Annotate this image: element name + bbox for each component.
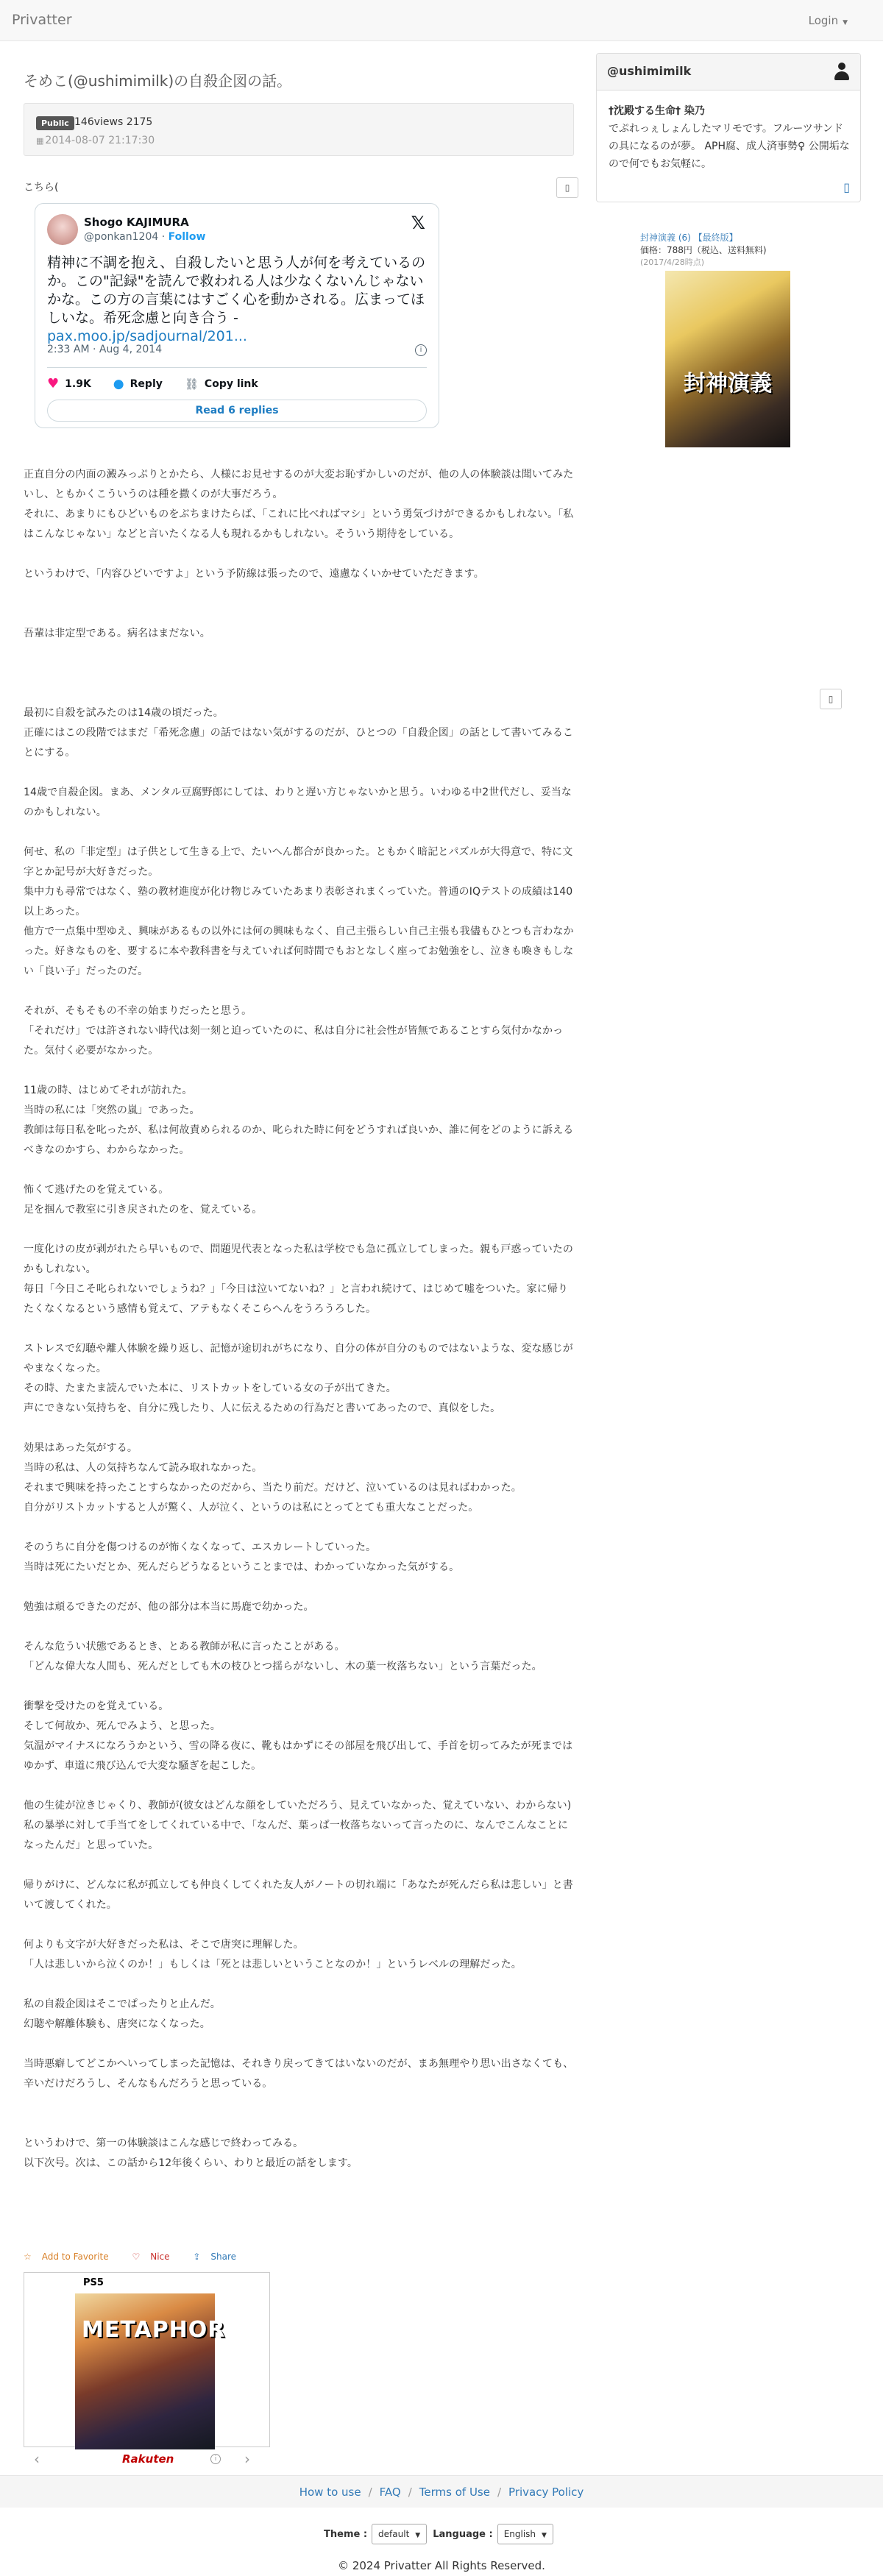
body-line: そして何故か、死んでみよう、と思った。 xyxy=(24,1720,221,1732)
body-line: そんな危うい状態であるとき、とある教師が私に言ったことがある。 xyxy=(24,1641,345,1653)
paragraph-gap xyxy=(24,1319,577,1339)
post-date xyxy=(36,135,155,146)
view-count: 146views 2175 xyxy=(74,116,153,128)
paragraph-gap xyxy=(24,1518,577,1538)
body-line: 声にできない気持ちを、自分に残したり、人に伝えるための行為だと書いてあったので、真似をした。 xyxy=(24,1402,501,1414)
share-icon: ⇪ xyxy=(193,2252,201,2262)
reply-label: Reply xyxy=(130,377,163,390)
post-meta xyxy=(24,103,574,156)
body-line: 他の生徒が泣きじゃくり、教師が(彼女はどんな顔をしていただろう、見えていなかった、覚えていない、わからない)私の暴挙に対して手当てをしてくれている中で、「なんだ、葉っぱ一枚落ちないって言ったのに、なんでこんなことになったんだ」と思っていた。 xyxy=(24,1800,572,1851)
body-line: 正直自分の内面の澱みっぷりとかたら、人様にお見せするのが大変お恥ずかしいのだが、他の人の体験談は聞いてみたいし、ともかくこういうのは種を撒くのが大事だろう。 xyxy=(24,469,574,500)
x-logo-icon[interactable]: 𝕏 xyxy=(411,213,425,233)
profile-card-header xyxy=(597,54,860,91)
ad-game-logo: METAPHOR xyxy=(82,2317,226,2343)
share-label: Share xyxy=(210,2252,237,2262)
body-line: 毎日「今日こそ叱られないでしょうね？」「今日は泣いてないね？」と言われ続けて、はじめて嘘をついた。家に帰りたくなくなるという感情も覚えて、アテもなくそこらへんをうろうろした。 xyxy=(24,1283,569,1315)
theme-value: default xyxy=(378,2529,410,2539)
add-favorite-button[interactable] xyxy=(24,2252,119,2262)
book-ad-date: (2017/4/28時点) xyxy=(640,258,704,267)
paragraph-gap xyxy=(24,544,577,564)
info-icon[interactable]: i xyxy=(415,344,427,356)
heart-icon: ♡ xyxy=(132,2252,141,2262)
paragraph-gap xyxy=(24,1975,577,1995)
paragraph-gap xyxy=(24,664,577,684)
book-ad-price: 価格：788円（税込、送料無料) xyxy=(640,245,767,255)
tweet-text xyxy=(47,254,430,346)
ad-platform-label: PS5 xyxy=(83,2277,104,2288)
caret-down-icon: ▼ xyxy=(843,19,848,26)
profile-username[interactable]: @ushimimilk xyxy=(607,64,692,78)
body-line: というわけで、「内容ひどいですよ」という予防線は張ったので、遠慮なくいかせていただきます。 xyxy=(24,568,484,580)
body-line: 以下次号。次は、この話から12年後くらい、わりと最近の話をします。 xyxy=(24,2157,358,2169)
footer-link-faq[interactable]: FAQ xyxy=(379,2485,401,2499)
paragraph-gap xyxy=(24,2094,577,2114)
brand-logo[interactable]: Privatter xyxy=(12,12,72,28)
body-line: 当時は死にたいだとか、死んだらどうなるということまでは、わかっていなかった気がする。 xyxy=(24,1561,460,1573)
paragraph-gap xyxy=(24,1160,577,1180)
body-line: 他方で一点集中型ゆえ、興味があるもの以外には何の興味もなく、自己主張らしい自己主張も我儘もひとつも言わなかった。好きなものを、要するに本や教科書を与えていれば何時間でもおとなしく座ってお勉強をし、泣きも喚きもしない「良い子」だったのだ。 xyxy=(24,926,574,977)
language-value: English xyxy=(503,2529,536,2539)
body-line: 何せ、私の「非定型」は子供として生きる上で、たいへん都合が良かった。ともかく暗記とパズルが大得意で、特に文字とか記号が大好きだった。 xyxy=(24,846,573,878)
footer-links: How to use / FAQ / Terms of Use / Privacy Policy xyxy=(299,2485,584,2499)
copy-link-button[interactable] xyxy=(185,377,258,391)
tweet-link[interactable]: pax.moo.jp/sadjournal/201... xyxy=(47,328,247,344)
visibility-badge: Public xyxy=(36,116,74,130)
post-body xyxy=(24,465,577,2193)
paragraph-gap xyxy=(24,1220,577,1240)
profile-card xyxy=(596,53,861,202)
paragraph-gap xyxy=(24,1419,577,1438)
calendar-icon: ▦ xyxy=(36,136,44,146)
body-line: それが、そもそもの不幸の始まりだったと思う。 xyxy=(24,1005,252,1017)
tweet-body: 精神に不調を抱え、自殺したいと思う人が何を考えているのか。この"記録"を読んで救われる人は少なくないんじゃないかな。この方の言葉にはすごく心を動かされる。広まってほしいな。希死念慮と向き合う - xyxy=(47,255,426,326)
tweet-divider xyxy=(47,367,427,368)
nice-label: Nice xyxy=(150,2252,170,2262)
body-line: 「どんな偉大な人間も、死んだとしても木の枝ひとつ揺らがないし、木の葉一枚落ちない」という言葉だった。 xyxy=(24,1661,542,1672)
rakuten-logo[interactable]: Rakuten xyxy=(122,2452,174,2466)
embedded-tweet[interactable] xyxy=(35,203,439,428)
reply-icon: ● xyxy=(113,376,124,391)
link-icon: ⛓ xyxy=(184,377,199,391)
like-count: 1.9K xyxy=(65,377,91,390)
heart-icon: ♥ xyxy=(47,376,60,391)
post-date-text: 2014-08-07 21:17:30 xyxy=(45,135,155,146)
paragraph-gap xyxy=(24,584,577,604)
copy-link-label: Copy link xyxy=(204,377,258,390)
theme-label: Theme : xyxy=(324,2528,368,2540)
profile-bio-text: でぷれっぇしょんしたマリモです。フルーツサンドの具になるのが夢。 APH腐、成人済事勢♀ 公開垢なので何でもお気軽に。 xyxy=(609,123,850,170)
login-label: Login xyxy=(808,14,839,27)
body-line: 衝撃を受けたのを覚えている。 xyxy=(24,1700,169,1712)
body-line: 効果はあった気がする。 xyxy=(24,1442,138,1454)
body-line: 集中力も尋常ではなく、塾の教材進度が化け物じみていたあまり表彰されまくっていた。普通のIQテストの成績は140以上あった。 xyxy=(24,886,573,918)
ad-banner[interactable] xyxy=(24,2272,270,2447)
paragraph-gap xyxy=(24,644,577,664)
chevron-right-icon[interactable]: › xyxy=(244,2450,250,2468)
star-icon: ☆ xyxy=(24,2252,32,2262)
chevron-down-icon: ▼ xyxy=(542,2532,547,2539)
expand-icon: ▯ xyxy=(564,182,570,193)
paragraph-gap xyxy=(24,2114,577,2134)
body-line: そのうちに自分を傷つけるのが怖くなくなって、エスカレートしていった。 xyxy=(24,1541,377,1553)
login-dropdown[interactable] xyxy=(809,14,848,27)
paragraph-gap xyxy=(24,684,577,703)
body-line: 吾輩は非定型である。病名はまだない。 xyxy=(24,628,210,639)
body-line: 14歳で自殺企図。まあ、メンタル豆腐野郎にしては、わりと遅い方じゃないかと思う。いわゆる中2世代だし、妥当なのかもしれない。 xyxy=(24,787,572,818)
paragraph-gap xyxy=(24,1617,577,1637)
body-line: それまで興味を持ったことすらなかったのだから、当たり前だ。だけど、泣いているのは見ればわかった。 xyxy=(24,1482,522,1494)
body-line: それに、あまりにもひどいものをぶちまけたらば、「これに比べればマシ」という勇気づけができるかもしれない。「私はこんなじゃない」などと言いたくなる人も現れるかもしれない。そういう期待をしている。 xyxy=(24,508,574,540)
language-select[interactable] xyxy=(497,2524,553,2544)
profile-bio xyxy=(609,102,851,173)
paragraph-gap xyxy=(24,982,577,1001)
body-line: 11歳の時、はじめてそれが訪れた。 xyxy=(24,1085,193,1096)
footer-link-privacy[interactable]: Privacy Policy xyxy=(508,2485,584,2499)
body-line: というわけで、第一の体験談はこんな感じで終わってみる。 xyxy=(24,2137,304,2149)
language-label: Language : xyxy=(433,2528,493,2540)
side-expand-button[interactable] xyxy=(820,689,842,709)
nice-button[interactable] xyxy=(132,2252,180,2262)
body-line: ストレスで幻聴や離人体験を繰り返し、記憶が途切れがちになり、自分の体が自分のものではないような、変な感じがやまなくなった。 xyxy=(24,1343,573,1374)
book-cover-image[interactable] xyxy=(665,271,790,447)
user-icon[interactable] xyxy=(834,63,850,80)
paragraph-gap xyxy=(24,1915,577,1935)
expand-button[interactable] xyxy=(556,177,578,198)
body-line: 教師は毎日私を叱ったが、私は何故責められるのか、叱られた時に何をどうすれば良いか、誰に何をどのように訴えるべきなのかすら、わからなかった。 xyxy=(24,1124,574,1156)
paragraph-gap xyxy=(24,1677,577,1697)
tweet-follow-link[interactable]: Follow xyxy=(168,231,206,243)
paragraph-gap xyxy=(24,1856,577,1876)
add-favorite-label: Add to Favorite xyxy=(41,2252,109,2262)
page-title: そめこ(@ushimimilk)の自殺企図の話。 xyxy=(24,72,292,90)
paragraph-gap xyxy=(24,1578,577,1597)
paragraph-gap xyxy=(24,2034,577,2054)
body-line: 幻聴や解離体験も、唐突になくなった。 xyxy=(24,2018,210,2030)
body-line: 気温がマイナスになろうかという、雪の降る夜に、靴もはかずにその部屋を飛び出して、手首を切ってみたが死まではゆかず、車道に飛び込んで大変な騒ぎを起こした。 xyxy=(24,1740,573,1772)
body-line: 怖くて逃げたのを覚えている。 xyxy=(24,1184,169,1196)
tweet-author-name[interactable]: Shogo KAJIMURA xyxy=(84,216,189,229)
footer-link-terms[interactable]: Terms of Use xyxy=(419,2485,490,2499)
body-line: 「それだけ」では許されない時代は刻一刻と迫っていたのに、私は自分に社会性が皆無であることすら気付かなかった。気付く必要がなかった。 xyxy=(24,1025,564,1057)
paragraph-gap xyxy=(24,763,577,783)
body-line: 正確にはこの段階ではまだ「希死念慮」の話ではない気がするのだが、ひとつの「自殺企図」の話として書いてみることにする。 xyxy=(24,727,574,759)
body-line: 私の自殺企図はそこでぱったりと止んだ。 xyxy=(24,1998,221,2010)
body-line: 当時の私には「突然の嵐」であった。 xyxy=(24,1104,200,1116)
footer-link-how-to-use[interactable]: How to use xyxy=(299,2485,361,2499)
read-replies-button[interactable]: Read 6 replies xyxy=(47,400,427,422)
body-line: 勉強は頑るできたのだが、他の部分は本当に馬鹿で幼かった。 xyxy=(24,1601,314,1613)
ad-controls xyxy=(24,2450,270,2468)
expand-icon: ▯ xyxy=(828,694,834,704)
tweet-actions xyxy=(47,376,280,391)
tweet-avatar[interactable] xyxy=(47,214,78,245)
chevron-down-icon: ▼ xyxy=(415,2532,421,2539)
tweet-handle-text[interactable]: @ponkan1204 xyxy=(84,231,159,243)
ad-info-icon[interactable]: i xyxy=(210,2454,221,2464)
paragraph-gap xyxy=(24,1776,577,1796)
tweet-author-handle: @ponkan1204 · Follow xyxy=(84,231,206,243)
body-line: 帰りがけに、どんなに私が孤立しても仲良くしてくれた友人がノートの切れ端に「あなたが死んだら私は悲しい」と書いて渡してくれた。 xyxy=(24,1879,573,1911)
body-line: その時、たまたま読んでいた本に、リストカットをしている女の子が出てきた。 xyxy=(24,1383,397,1394)
reply-button[interactable] xyxy=(113,377,163,391)
paragraph-gap xyxy=(24,823,577,842)
body-line: 当時の私は、人の気持ちなんて読み取れなかった。 xyxy=(24,1462,263,1474)
body-line: 当時悪癖してどこかへいってしまった記憶は、それきり戻ってきてはいないのだが、まあ無理やり思い出さなくても、辛いだけだろうし、そんなもんだろうと思っている。 xyxy=(24,2058,574,2090)
theme-language-row xyxy=(0,2524,883,2544)
post-actions xyxy=(24,2252,257,2262)
intro-text: こちら( xyxy=(24,182,59,194)
external-link-icon[interactable]: ▯ xyxy=(843,180,850,194)
copyright: © 2024 Privatter All Rights Reserved. xyxy=(338,2559,545,2572)
tweet-timestamp[interactable]: 2:33 AM · Aug 4, 2014 xyxy=(47,344,163,355)
book-ad[interactable] xyxy=(640,231,831,397)
navbar xyxy=(0,0,883,41)
book-cover-title: 封神演義 xyxy=(684,371,772,397)
body-line: 自分がリストカットすると人が驚く、人が泣く、というのは私にとってとても重大なことだった。 xyxy=(24,1502,479,1514)
book-ad-title[interactable]: 封神演義 (6) 【最終版】 xyxy=(640,233,738,243)
body-line: 何よりも文字が大好きだった私は、そこで唐突に理解した。 xyxy=(24,1939,304,1951)
body-line: 「人は悲しいから泣くのか！」もしくは「死とは悲しいということなのか！」というレベルの理解だった。 xyxy=(24,1959,522,1970)
paragraph-gap xyxy=(24,1061,577,1081)
body-line: 一度化けの皮が剥がれたら早いもので、問題児代表となった私は学校でも急に孤立してしまった。親も戸惑っていたのかもしれない。 xyxy=(24,1243,574,1275)
like-button[interactable] xyxy=(47,376,91,391)
share-button[interactable] xyxy=(193,2252,247,2262)
profile-bio-name: †沈殿する生命† 染乃 xyxy=(609,105,705,117)
body-line: 足を掴んで教室に引き戻されたのを、覚えている。 xyxy=(24,1204,263,1216)
paragraph-gap xyxy=(24,604,577,624)
theme-select[interactable] xyxy=(372,2524,427,2544)
body-line: 最初に自殺を試みたのは14歳の頃だった。 xyxy=(24,707,224,719)
chevron-left-icon[interactable]: ‹ xyxy=(34,2450,40,2468)
paragraph-gap xyxy=(24,2174,577,2193)
